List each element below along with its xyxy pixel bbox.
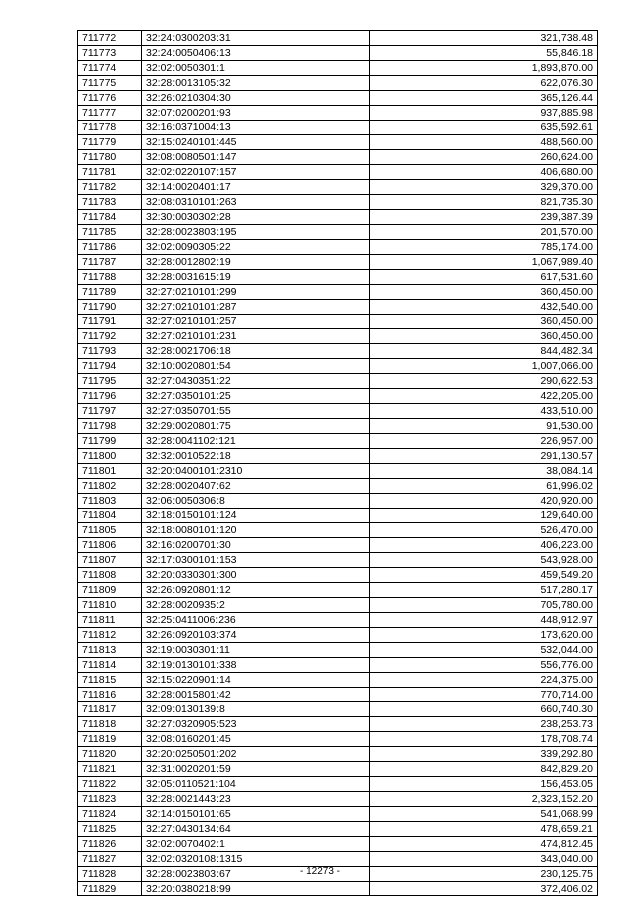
row-number-cell: 711799 <box>78 433 142 448</box>
cadastral-number-cell: 32:25:0411006:236 <box>142 612 370 627</box>
table-row <box>78 269 598 284</box>
row-number-cell: 711824 <box>78 806 142 821</box>
table-row <box>78 642 598 657</box>
table-row <box>78 180 598 195</box>
table-row <box>78 478 598 493</box>
amount-cell: 290,622.53 <box>370 374 598 389</box>
amount-cell: 448,912.97 <box>370 612 598 627</box>
row-number-cell: 711786 <box>78 239 142 254</box>
amount-cell: 617,531.60 <box>370 269 598 284</box>
row-number-cell: 711772 <box>78 31 142 46</box>
amount-cell: 201,570.00 <box>370 224 598 239</box>
amount-cell: 622,076.30 <box>370 75 598 90</box>
table-row <box>78 135 598 150</box>
cadastral-number-cell: 32:27:0350701:55 <box>142 404 370 419</box>
amount-cell: 937,885.98 <box>370 105 598 120</box>
cadastral-number-cell: 32:31:0020201:59 <box>142 762 370 777</box>
amount-cell: 230,125.75 <box>370 866 598 881</box>
table-row <box>78 374 598 389</box>
table-row <box>78 60 598 75</box>
cadastral-number-cell: 32:28:0041102:121 <box>142 433 370 448</box>
row-number-cell: 711825 <box>78 821 142 836</box>
table-row <box>78 314 598 329</box>
row-number-cell: 711810 <box>78 598 142 613</box>
amount-cell: 156,453.05 <box>370 777 598 792</box>
amount-cell: 432,540.00 <box>370 299 598 314</box>
cadastral-number-cell: 32:30:0030302:28 <box>142 210 370 225</box>
row-number-cell: 711823 <box>78 792 142 807</box>
amount-cell: 260,624.00 <box>370 150 598 165</box>
cadastral-number-cell: 32:15:0220901:14 <box>142 672 370 687</box>
cadastral-number-cell: 32:18:0080101:120 <box>142 523 370 538</box>
row-number-cell: 711800 <box>78 448 142 463</box>
row-number-cell: 711798 <box>78 418 142 433</box>
cadastral-number-cell: 32:20:0250501:202 <box>142 747 370 762</box>
row-number-cell: 711808 <box>78 568 142 583</box>
cadastral-number-cell: 32:26:0920801:12 <box>142 583 370 598</box>
row-number-cell: 711796 <box>78 389 142 404</box>
table-row <box>78 105 598 120</box>
cadastral-number-cell: 32:08:0160201:45 <box>142 732 370 747</box>
amount-cell: 321,738.48 <box>370 31 598 46</box>
table-row <box>78 90 598 105</box>
cadastral-number-cell: 32:08:0080501:147 <box>142 150 370 165</box>
cadastral-number-cell: 32:18:0150101:124 <box>142 508 370 523</box>
cadastral-number-cell: 32:26:0210304:30 <box>142 90 370 105</box>
table-row <box>78 31 598 46</box>
amount-cell: 406,223.00 <box>370 538 598 553</box>
cadastral-number-cell: 32:24:0300203:31 <box>142 31 370 46</box>
table-row <box>78 508 598 523</box>
cadastral-number-cell: 32:14:0020401:17 <box>142 180 370 195</box>
cadastral-number-cell: 32:20:0380218:99 <box>142 881 370 896</box>
amount-cell: 339,292.80 <box>370 747 598 762</box>
amount-cell: 2,323,152.20 <box>370 792 598 807</box>
row-number-cell: 711777 <box>78 105 142 120</box>
table-row <box>78 359 598 374</box>
cadastral-number-cell: 32:19:0030301:11 <box>142 642 370 657</box>
cadastral-number-cell: 32:09:0130139:8 <box>142 702 370 717</box>
amount-cell: 459,549.20 <box>370 568 598 583</box>
row-number-cell: 711789 <box>78 284 142 299</box>
amount-cell: 842,829.20 <box>370 762 598 777</box>
cadastral-number-cell: 32:26:0920103:374 <box>142 627 370 642</box>
row-number-cell: 711819 <box>78 732 142 747</box>
table-row <box>78 210 598 225</box>
table-row <box>78 762 598 777</box>
row-number-cell: 711807 <box>78 553 142 568</box>
table-row <box>78 702 598 717</box>
cadastral-number-cell: 32:27:0430351:22 <box>142 374 370 389</box>
table-row <box>78 583 598 598</box>
amount-cell: 360,450.00 <box>370 284 598 299</box>
row-number-cell: 711792 <box>78 329 142 344</box>
row-number-cell: 711793 <box>78 344 142 359</box>
row-number-cell: 711773 <box>78 45 142 60</box>
table-row <box>78 836 598 851</box>
amount-cell: 517,280.17 <box>370 583 598 598</box>
table-row <box>78 851 598 866</box>
table-row <box>78 389 598 404</box>
page-number: - 12273 - <box>299 866 341 877</box>
cadastral-number-cell: 32:28:0021706:18 <box>142 344 370 359</box>
table-row <box>78 239 598 254</box>
cadastral-number-cell: 32:27:0320905:523 <box>142 717 370 732</box>
table-row <box>78 568 598 583</box>
table-row <box>78 777 598 792</box>
cadastral-number-cell: 32:10:0020801:54 <box>142 359 370 374</box>
table-row <box>78 195 598 210</box>
amount-cell: 422,205.00 <box>370 389 598 404</box>
row-number-cell: 711776 <box>78 90 142 105</box>
amount-cell: 329,370.00 <box>370 180 598 195</box>
row-number-cell: 711827 <box>78 851 142 866</box>
cadastral-number-cell: 32:28:0021443:23 <box>142 792 370 807</box>
cadastral-number-cell: 32:20:0330301:300 <box>142 568 370 583</box>
amount-cell: 173,620.00 <box>370 627 598 642</box>
table-row <box>78 538 598 553</box>
amount-cell: 1,007,066.00 <box>370 359 598 374</box>
row-number-cell: 711774 <box>78 60 142 75</box>
amount-cell: 705,780.00 <box>370 598 598 613</box>
table-row <box>78 344 598 359</box>
cadastral-number-cell: 32:02:0070402:1 <box>142 836 370 851</box>
cadastral-number-cell: 32:02:0050301:1 <box>142 60 370 75</box>
data-table <box>77 30 598 896</box>
amount-cell: 61,996.02 <box>370 478 598 493</box>
table-row <box>78 792 598 807</box>
row-number-cell: 711812 <box>78 627 142 642</box>
row-number-cell: 711780 <box>78 150 142 165</box>
row-number-cell: 711805 <box>78 523 142 538</box>
amount-cell: 365,126.44 <box>370 90 598 105</box>
table-row <box>78 224 598 239</box>
row-number-cell: 711779 <box>78 135 142 150</box>
table-row <box>78 657 598 672</box>
cadastral-number-cell: 32:27:0350101:25 <box>142 389 370 404</box>
row-number-cell: 711787 <box>78 254 142 269</box>
cadastral-number-cell: 32:27:0210101:257 <box>142 314 370 329</box>
row-number-cell: 711816 <box>78 687 142 702</box>
amount-cell: 360,450.00 <box>370 329 598 344</box>
table-row <box>78 493 598 508</box>
row-number-cell: 711811 <box>78 612 142 627</box>
row-number-cell: 711797 <box>78 404 142 419</box>
cadastral-number-cell: 32:28:0023803:67 <box>142 866 370 881</box>
cadastral-number-cell: 32:08:0310101:263 <box>142 195 370 210</box>
row-number-cell: 711813 <box>78 642 142 657</box>
row-number-cell: 711826 <box>78 836 142 851</box>
cadastral-number-cell: 32:16:0371004:13 <box>142 120 370 135</box>
table-row <box>78 329 598 344</box>
amount-cell: 478,659.21 <box>370 821 598 836</box>
row-number-cell: 711820 <box>78 747 142 762</box>
amount-cell: 821,735.30 <box>370 195 598 210</box>
amount-cell: 343,040.00 <box>370 851 598 866</box>
table-row <box>78 299 598 314</box>
cadastral-number-cell: 32:28:0023803:195 <box>142 224 370 239</box>
cadastral-number-cell: 32:28:0015801:42 <box>142 687 370 702</box>
cadastral-number-cell: 32:27:0210101:299 <box>142 284 370 299</box>
table-row <box>78 747 598 762</box>
cadastral-number-cell: 32:28:0020407:62 <box>142 478 370 493</box>
amount-cell: 532,044.00 <box>370 642 598 657</box>
table-row <box>78 284 598 299</box>
table-row <box>78 75 598 90</box>
cadastral-number-cell: 32:28:0013105:32 <box>142 75 370 90</box>
amount-cell: 372,406.02 <box>370 881 598 896</box>
table-row <box>78 732 598 747</box>
amount-cell: 239,387.39 <box>370 210 598 225</box>
table-row <box>78 717 598 732</box>
row-number-cell: 711815 <box>78 672 142 687</box>
cadastral-number-cell: 32:02:0320108:1315 <box>142 851 370 866</box>
cadastral-number-cell: 32:20:0400101:2310 <box>142 463 370 478</box>
row-number-cell: 711801 <box>78 463 142 478</box>
amount-cell: 420,920.00 <box>370 493 598 508</box>
cadastral-number-cell: 32:15:0240101:445 <box>142 135 370 150</box>
row-number-cell: 711828 <box>78 866 142 881</box>
amount-cell: 474,812.45 <box>370 836 598 851</box>
row-number-cell: 711791 <box>78 314 142 329</box>
amount-cell: 406,680.00 <box>370 165 598 180</box>
table-row <box>78 45 598 60</box>
amount-cell: 178,708.74 <box>370 732 598 747</box>
cadastral-number-cell: 32:27:0430134:64 <box>142 821 370 836</box>
table-row <box>78 806 598 821</box>
row-number-cell: 711795 <box>78 374 142 389</box>
amount-cell: 785,174.00 <box>370 239 598 254</box>
amount-cell: 660,740.30 <box>370 702 598 717</box>
cadastral-number-cell: 32:27:0210101:287 <box>142 299 370 314</box>
row-number-cell: 711794 <box>78 359 142 374</box>
cadastral-number-cell: 32:28:0031615:19 <box>142 269 370 284</box>
cadastral-number-cell: 32:29:0020801:75 <box>142 418 370 433</box>
row-number-cell: 711778 <box>78 120 142 135</box>
amount-cell: 844,482.34 <box>370 344 598 359</box>
table-row <box>78 598 598 613</box>
table-body <box>78 31 598 896</box>
table-row <box>78 165 598 180</box>
row-number-cell: 711782 <box>78 180 142 195</box>
amount-cell: 526,470.00 <box>370 523 598 538</box>
row-number-cell: 711809 <box>78 583 142 598</box>
table-row <box>78 687 598 702</box>
table-row <box>78 523 598 538</box>
cadastral-number-cell: 32:02:0220107:157 <box>142 165 370 180</box>
table-row <box>78 404 598 419</box>
amount-cell: 556,776.00 <box>370 657 598 672</box>
row-number-cell: 711818 <box>78 717 142 732</box>
amount-cell: 543,928.00 <box>370 553 598 568</box>
table-row <box>78 672 598 687</box>
table-row <box>78 120 598 135</box>
cadastral-number-cell: 32:07:0200201:93 <box>142 105 370 120</box>
table-row <box>78 821 598 836</box>
cadastral-number-cell: 32:02:0090305:22 <box>142 239 370 254</box>
amount-cell: 360,450.00 <box>370 314 598 329</box>
amount-cell: 770,714.00 <box>370 687 598 702</box>
cadastral-number-cell: 32:17:0300101:153 <box>142 553 370 568</box>
table-row <box>78 254 598 269</box>
amount-cell: 433,510.00 <box>370 404 598 419</box>
amount-cell: 635,592.61 <box>370 120 598 135</box>
cadastral-number-cell: 32:16:0200701:30 <box>142 538 370 553</box>
table-row <box>78 612 598 627</box>
amount-cell: 55,846.18 <box>370 45 598 60</box>
amount-cell: 38,084.14 <box>370 463 598 478</box>
cadastral-number-cell: 32:24:0050406:13 <box>142 45 370 60</box>
row-number-cell: 711822 <box>78 777 142 792</box>
amount-cell: 291,130.57 <box>370 448 598 463</box>
cadastral-number-cell: 32:14:0150101:65 <box>142 806 370 821</box>
cadastral-number-cell: 32:28:0020935:2 <box>142 598 370 613</box>
amount-cell: 1,893,870.00 <box>370 60 598 75</box>
table-row <box>78 463 598 478</box>
row-number-cell: 711803 <box>78 493 142 508</box>
table-row <box>78 418 598 433</box>
row-number-cell: 711775 <box>78 75 142 90</box>
amount-cell: 226,957.00 <box>370 433 598 448</box>
cadastral-number-cell: 32:27:0210101:231 <box>142 329 370 344</box>
amount-cell: 224,375.00 <box>370 672 598 687</box>
table-row <box>78 448 598 463</box>
amount-cell: 541,068.99 <box>370 806 598 821</box>
cadastral-number-cell: 32:28:0012802:19 <box>142 254 370 269</box>
row-number-cell: 711781 <box>78 165 142 180</box>
amount-cell: 238,253.73 <box>370 717 598 732</box>
table-row <box>78 627 598 642</box>
row-number-cell: 711804 <box>78 508 142 523</box>
amount-cell: 1,067,989.40 <box>370 254 598 269</box>
row-number-cell: 711784 <box>78 210 142 225</box>
row-number-cell: 711802 <box>78 478 142 493</box>
row-number-cell: 711817 <box>78 702 142 717</box>
row-number-cell: 711783 <box>78 195 142 210</box>
row-number-cell: 711829 <box>78 881 142 896</box>
cadastral-number-cell: 32:32:0010522:18 <box>142 448 370 463</box>
row-number-cell: 711806 <box>78 538 142 553</box>
amount-cell: 129,640.00 <box>370 508 598 523</box>
row-number-cell: 711821 <box>78 762 142 777</box>
table-row <box>78 881 598 896</box>
row-number-cell: 711788 <box>78 269 142 284</box>
cadastral-number-cell: 32:19:0130101:338 <box>142 657 370 672</box>
table-row <box>78 150 598 165</box>
amount-cell: 91,530.00 <box>370 418 598 433</box>
table-row <box>78 433 598 448</box>
row-number-cell: 711814 <box>78 657 142 672</box>
table-row <box>78 553 598 568</box>
row-number-cell: 711790 <box>78 299 142 314</box>
cadastral-number-cell: 32:06:0050306:8 <box>142 493 370 508</box>
amount-cell: 488,560.00 <box>370 135 598 150</box>
row-number-cell: 711785 <box>78 224 142 239</box>
cadastral-number-cell: 32:05:0110521:104 <box>142 777 370 792</box>
